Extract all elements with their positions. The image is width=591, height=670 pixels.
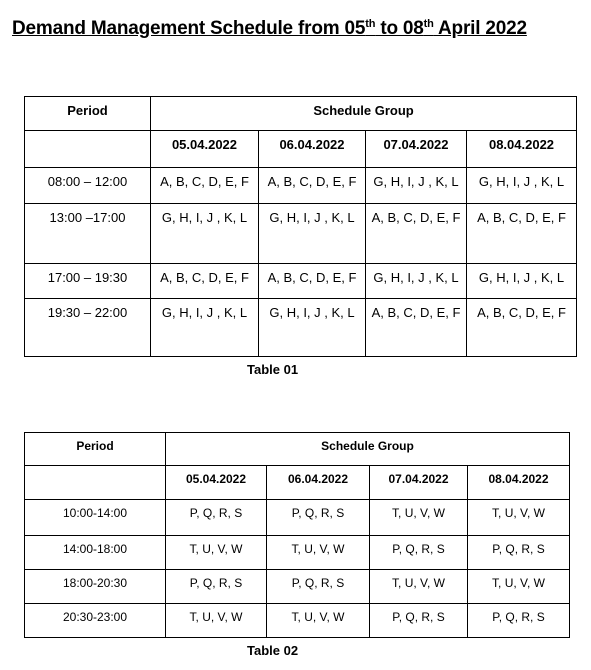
group-cell: T, U, V, W — [468, 500, 570, 536]
group-cell: P, Q, R, S — [166, 570, 267, 604]
table-row — [25, 299, 577, 357]
group-cell: A, B, C, D, E, F — [151, 264, 259, 299]
period-header: Period — [25, 433, 166, 466]
period-cell: 14:00-18:00 — [25, 536, 166, 570]
group-cell: P, Q, R, S — [370, 604, 468, 638]
group-cell: G, H, I, J , K, L — [151, 204, 259, 264]
schedule-group-header: Schedule Group — [166, 433, 570, 466]
group-cell: A, B, C, D, E, F — [467, 299, 577, 357]
period-cell: 19:30 – 22:00 — [25, 299, 151, 357]
group-cell: G, H, I, J , K, L — [366, 264, 467, 299]
group-cell: A, B, C, D, E, F — [366, 204, 467, 264]
date-header: 08.04.2022 — [467, 131, 577, 168]
table-caption: Table 02 — [247, 643, 299, 658]
group-cell: T, U, V, W — [267, 604, 370, 638]
period-cell: 10:00-14:00 — [25, 500, 166, 536]
group-cell: A, B, C, D, E, F — [259, 264, 366, 299]
group-cell: G, H, I, J , K, L — [366, 168, 467, 204]
group-cell: T, U, V, W — [370, 500, 468, 536]
group-cell: T, U, V, W — [468, 570, 570, 604]
schedule-table-02 — [24, 432, 570, 638]
period-cell: 17:00 – 19:30 — [25, 264, 151, 299]
group-cell: T, U, V, W — [370, 570, 468, 604]
document-title: Demand Management Schedule from 05th to 08th April 2022 — [12, 18, 527, 39]
table-row — [25, 570, 570, 604]
table-row — [25, 168, 577, 204]
group-cell: G, H, I, J , K, L — [151, 299, 259, 357]
date-header: 08.04.2022 — [468, 466, 570, 500]
period-cell: 20:30-23:00 — [25, 604, 166, 638]
group-cell: G, H, I, J , K, L — [259, 299, 366, 357]
date-header: 07.04.2022 — [370, 466, 468, 500]
group-cell: G, H, I, J , K, L — [467, 168, 577, 204]
group-cell: P, Q, R, S — [370, 536, 468, 570]
group-cell: A, B, C, D, E, F — [467, 204, 577, 264]
table-row — [25, 204, 577, 264]
group-cell: A, B, C, D, E, F — [259, 168, 366, 204]
date-header: 06.04.2022 — [259, 131, 366, 168]
period-cell: 13:00 –17:00 — [25, 204, 151, 264]
group-cell: P, Q, R, S — [267, 500, 370, 536]
period-cell: 08:00 – 12:00 — [25, 168, 151, 204]
empty-cell — [25, 131, 151, 168]
date-header: 07.04.2022 — [366, 131, 467, 168]
date-header: 05.04.2022 — [151, 131, 259, 168]
group-cell: T, U, V, W — [166, 604, 267, 638]
group-cell: A, B, C, D, E, F — [366, 299, 467, 357]
group-cell: T, U, V, W — [166, 536, 267, 570]
table-row — [25, 604, 570, 638]
period-cell: 18:00-20:30 — [25, 570, 166, 604]
group-cell: P, Q, R, S — [166, 500, 267, 536]
group-cell: A, B, C, D, E, F — [151, 168, 259, 204]
date-header: 06.04.2022 — [267, 466, 370, 500]
group-cell: T, U, V, W — [267, 536, 370, 570]
schedule-group-header: Schedule Group — [151, 97, 577, 131]
empty-cell — [25, 466, 166, 500]
period-header: Period — [25, 97, 151, 131]
schedule-table-01 — [24, 96, 577, 357]
table-caption: Table 01 — [247, 362, 299, 377]
group-cell: P, Q, R, S — [468, 604, 570, 638]
group-cell: G, H, I, J , K, L — [467, 264, 577, 299]
table-row — [25, 264, 577, 299]
group-cell: P, Q, R, S — [267, 570, 370, 604]
table-row — [25, 500, 570, 536]
group-cell: G, H, I, J , K, L — [259, 204, 366, 264]
group-cell: P, Q, R, S — [468, 536, 570, 570]
table-row — [25, 536, 570, 570]
date-header: 05.04.2022 — [166, 466, 267, 500]
